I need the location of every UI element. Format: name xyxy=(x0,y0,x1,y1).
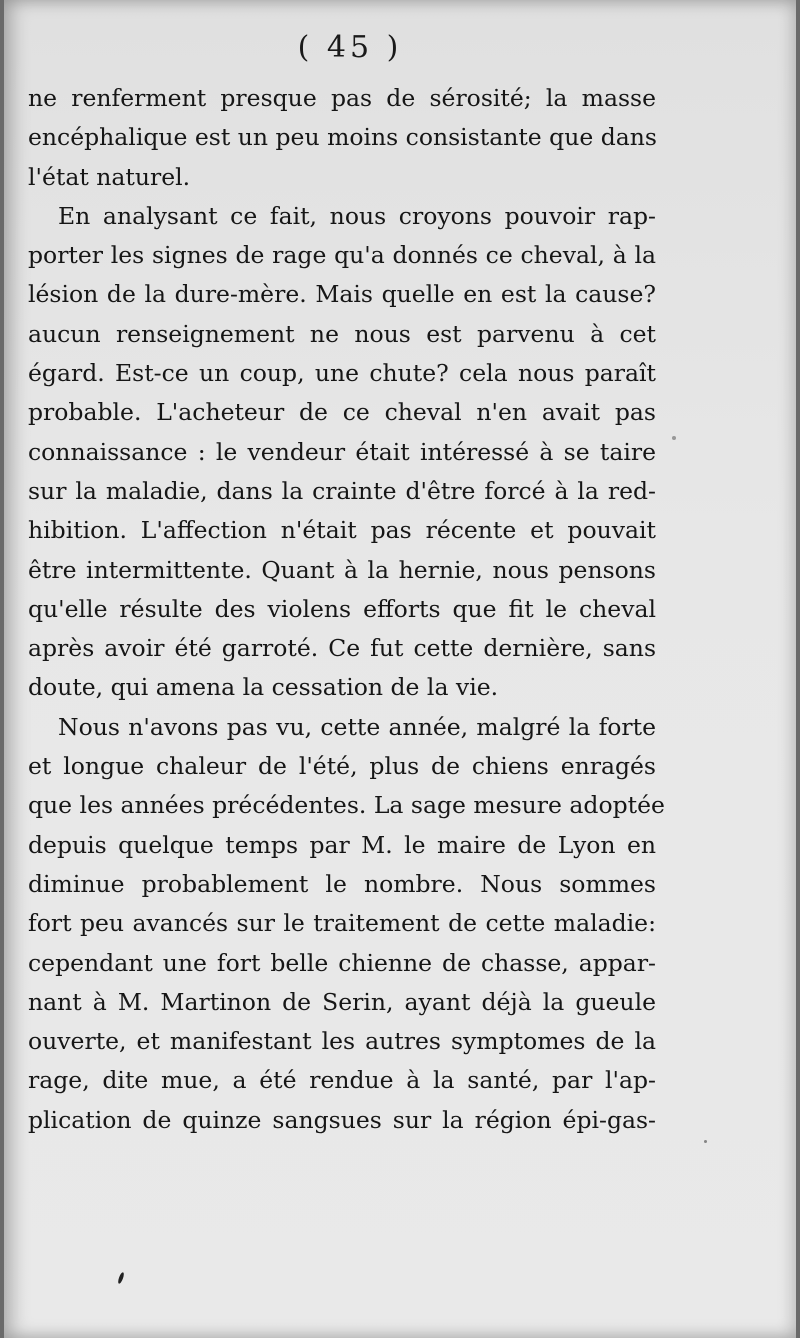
text-line: rage, dite mue, a été rendue à la santé, par l'ap- xyxy=(28,1066,656,1095)
body-text xyxy=(28,79,665,1140)
text-line: l'état naturel. xyxy=(28,162,191,191)
ink-speck xyxy=(704,1140,707,1143)
text-line: nant à M. Martinon de Serin, ayant déjà la gueule xyxy=(28,987,656,1016)
text-line: lésion de la dure-mère. Mais quelle en est la cause? xyxy=(28,280,656,309)
text-line: hibition. L'affection n'était pas récente et pouvait xyxy=(28,516,656,545)
text-line: En analysant ce fait, nous croyons pouvoir rap- xyxy=(58,201,656,230)
text-line: connaissance : le vendeur était intéressé à se taire xyxy=(28,437,656,466)
text-line: qu'elle résulte des violens efforts que fit le cheval xyxy=(28,594,656,623)
text-line: fort peu avancés sur le traitement de cette maladie: xyxy=(28,909,656,938)
ink-speck xyxy=(117,1272,125,1285)
text-line: cependant une fort belle chienne de chasse, appar- xyxy=(28,948,656,977)
book-page xyxy=(4,0,796,1338)
text-line: après avoir été garroté. Ce fut cette dernière, sans xyxy=(28,634,656,663)
text-line: être intermittente. Quant à la hernie, nous pensons xyxy=(28,555,656,584)
text-line: diminue probablement le nombre. Nous sommes xyxy=(28,869,656,898)
text-line: Nous n'avons pas vu, cette année, malgré la forte xyxy=(58,712,656,741)
text-line: aucun renseignement ne nous est parvenu à cet xyxy=(28,319,656,348)
text-line: ne renferment presque pas de sérosité; la masse xyxy=(28,84,656,112)
text-line: plication de quinze sangsues sur la région épi-gas- xyxy=(28,1105,656,1134)
text-line: depuis quelque temps par M. le maire de Lyon en xyxy=(28,830,656,859)
text-line: doute, qui amena la cessation de la vie. xyxy=(28,673,499,702)
text-line: et longue chaleur de l'été, plus de chiens enragés xyxy=(28,752,656,781)
ink-speck xyxy=(672,436,676,440)
text-line: encéphalique est un peu moins consistante que dans xyxy=(28,123,657,152)
page-number: ( 45 ) xyxy=(297,30,403,65)
text-line: égard. Est-ce un coup, une chute? cela nous paraît xyxy=(28,359,656,388)
text-line: probable. L'acheteur de ce cheval n'en avait pas xyxy=(28,398,656,427)
text-line: sur la maladie, dans la crainte d'être forcé à la red- xyxy=(28,476,656,505)
text-line: que les années précédentes. La sage mesure adoptée xyxy=(28,791,665,820)
text-line: ouverte, et manifestant les autres symptomes de la xyxy=(28,1027,656,1056)
text-line: porter les signes de rage qu'a donnés ce cheval, à la xyxy=(28,241,656,270)
